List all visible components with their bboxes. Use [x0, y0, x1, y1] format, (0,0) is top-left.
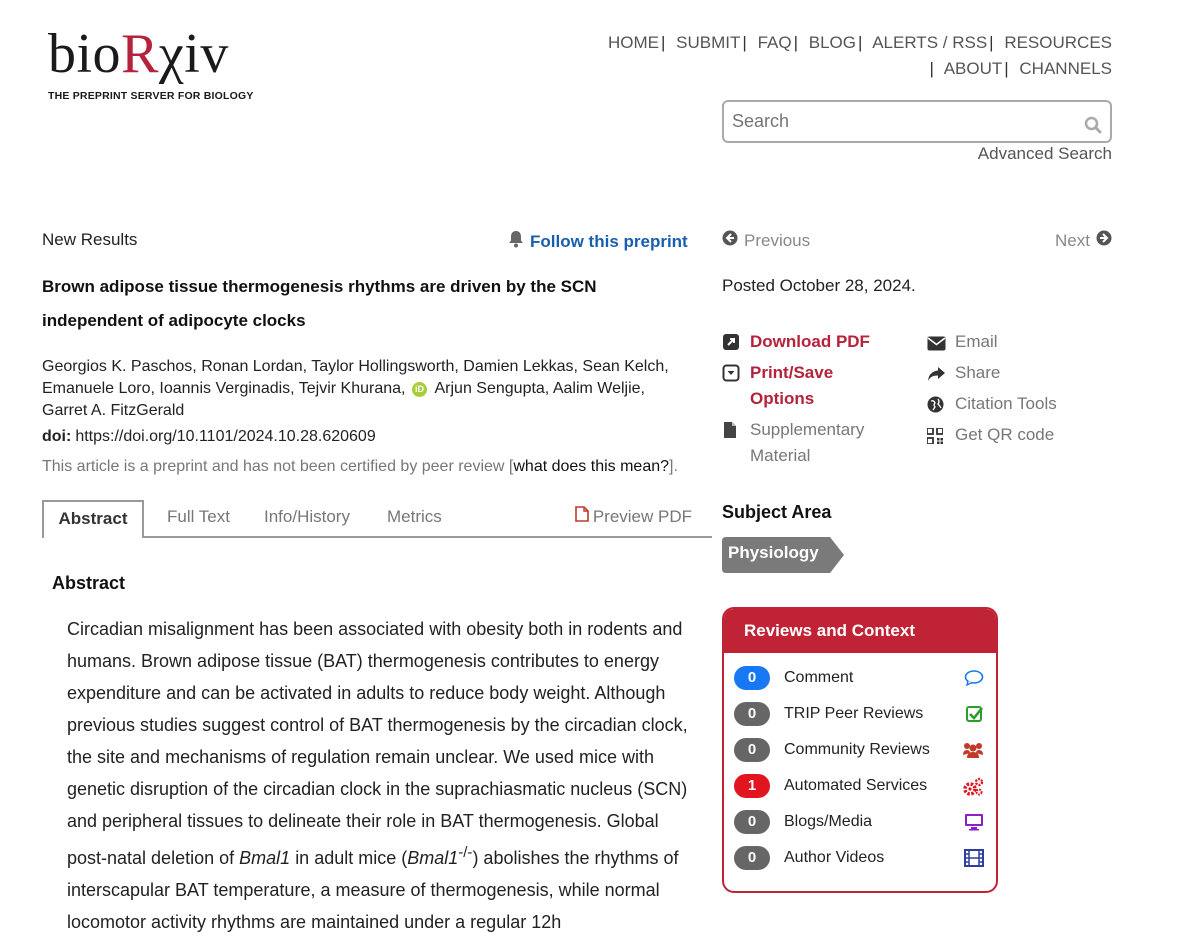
nav-channels[interactable]: CHANNELS — [1019, 59, 1112, 78]
review-row-trip-peer-reviews[interactable] — [734, 701, 984, 727]
qrcode-icon — [927, 422, 947, 452]
follow-label: Follow this preprint — [530, 231, 688, 251]
advanced-search-link[interactable]: Advanced Search — [977, 144, 1112, 163]
review-label: Comment — [784, 669, 854, 686]
download-pdf-link[interactable]: Download PDF — [722, 329, 870, 359]
nav-blog[interactable]: BLOG — [808, 33, 856, 52]
nav-faq[interactable]: FAQ — [757, 33, 792, 52]
preview-pdf-link[interactable] — [575, 500, 692, 534]
what-does-this-mean-link[interactable]: what does this mean? — [513, 458, 670, 475]
share-link[interactable]: Share — [927, 360, 1000, 390]
review-label: Blogs/Media — [784, 813, 873, 830]
peer-review-notice: This article is a preprint and has not been certified by peer review [what does this mean?]. — [42, 458, 678, 475]
doi-link[interactable]: https://doi.org/10.1101/2024.10.28.620609 — [75, 428, 376, 445]
search-box — [722, 100, 1112, 143]
search-icon[interactable] — [1084, 116, 1102, 138]
arrow-right-circle-icon — [1096, 230, 1112, 251]
doi-label: doi: — [42, 428, 72, 445]
email-link[interactable]: Email — [927, 329, 998, 359]
review-row-blogs-media[interactable] — [734, 809, 984, 835]
subject-label: Physiology — [728, 543, 819, 562]
article-title: Brown adipose tissue thermogenesis rhythms are driven by the SCN independent of adipocyte clocks — [42, 277, 597, 330]
search-input[interactable] — [730, 110, 1084, 133]
tab-full-text[interactable]: Full Text — [167, 507, 230, 526]
article-category: New Results — [42, 230, 138, 249]
count-badge: 0 — [734, 738, 770, 762]
logo-tagline: THE PREPRINT SERVER FOR BIOLOGY — [48, 90, 254, 102]
follow-preprint-button[interactable] — [508, 230, 688, 253]
nav-home[interactable]: HOME — [608, 33, 660, 52]
review-row-author-videos[interactable] — [734, 845, 984, 871]
author-list — [42, 356, 692, 422]
authors-text-b[interactable]: Arjun Sengupta, Aalim Weljie, Garret A. FitzGerald — [42, 380, 645, 419]
tab-abstract[interactable]: Abstract — [42, 500, 144, 538]
doi-line — [42, 428, 376, 446]
review-label: TRIP Peer Reviews — [784, 705, 924, 722]
count-badge: 0 — [734, 702, 770, 726]
biorxiv-logo[interactable] — [48, 23, 268, 102]
abstract-heading: Abstract — [52, 573, 126, 593]
review-label: Community Reviews — [784, 741, 930, 758]
get-qr-code-link[interactable]: Get QR code — [927, 422, 1054, 452]
arrow-left-circle-icon — [722, 230, 738, 251]
subject-area-heading: Subject Area — [722, 502, 832, 522]
pdf-file-icon — [575, 500, 589, 534]
count-badge: 1 — [734, 774, 770, 798]
nav-row-2: | ABOUT | CHANNELS — [929, 59, 1112, 78]
bell-icon — [508, 230, 524, 253]
article-tabs — [42, 500, 712, 538]
tab-info-history[interactable]: Info/History — [264, 507, 350, 526]
print-save-options-link[interactable]: Print/Save Options — [722, 360, 882, 412]
review-row-comment[interactable] — [734, 665, 984, 691]
citation-tools-link[interactable]: Citation Tools — [927, 391, 1057, 421]
review-row-community-reviews[interactable] — [734, 737, 984, 763]
file-icon — [722, 417, 742, 469]
abstract-text: Circadian misalignment has been associated with obesity both in rodents and humans. Brown adipose tissue (BAT) thermogenesis contributes to energy expenditure and can be activated in adults to reduce body weight. Although previous studies suggest control of BAT thermogenesis by the circadian clock, the site and mechanisms of regulation remain unclear. We used mice with genetic disruption of the circadian clock in the suprachiasmatic nucleus (SCN) and peripheral tissues to delineate their role in BAT thermogenesis. Global post-natal deletion of Bmal1 in adult mice (Bmal1-/-) abolishes the rhythms of interscapular BAT temperature, a measure of thermogenesis, while normal locomotor activity rhythms are maintained under a regular 12h — [67, 619, 688, 932]
count-badge: 0 — [734, 666, 770, 690]
review-label: Automated Services — [784, 777, 928, 794]
next-label: Next — [1055, 230, 1090, 250]
caret-square-down-icon — [722, 360, 742, 412]
film-icon — [964, 849, 984, 872]
tab-metrics[interactable]: Metrics — [387, 507, 442, 526]
top-nav — [608, 30, 1112, 82]
orcid-icon[interactable]: iD — [412, 382, 427, 397]
envelope-icon — [927, 329, 947, 359]
review-label: Author Videos — [784, 849, 885, 866]
users-icon — [962, 741, 984, 764]
logo-wordmark: bioRχiv — [48, 23, 229, 85]
external-link-icon — [722, 329, 742, 359]
previous-link[interactable] — [722, 230, 810, 251]
check-square-icon — [966, 705, 984, 728]
preview-pdf-label: Preview PDF — [592, 507, 692, 526]
previous-label: Previous — [744, 230, 811, 250]
review-row-automated-services[interactable] — [734, 773, 984, 799]
globe-icon — [927, 391, 947, 421]
nav-row-1: HOME | SUBMIT | FAQ | BLOG | ALERTS / RSS | RESOURCES — [608, 33, 1112, 52]
next-link[interactable] — [1055, 230, 1112, 251]
nav-about[interactable]: ABOUT — [943, 59, 1003, 78]
share-arrow-icon — [927, 360, 947, 390]
reviews-and-context-panel — [722, 607, 998, 893]
reviews-heading: Reviews and Context — [724, 609, 996, 653]
nav-resources[interactable]: RESOURCES — [1004, 33, 1112, 52]
posted-date: Posted October 28, 2024. — [722, 276, 916, 295]
nav-alerts-rss[interactable]: ALERTS / RSS — [872, 33, 988, 52]
gears-icon — [962, 777, 984, 802]
count-badge: 0 — [734, 846, 770, 870]
nav-submit[interactable]: SUBMIT — [676, 33, 741, 52]
comment-icon — [964, 669, 984, 692]
supplementary-material-link[interactable]: Supplementary Material — [722, 417, 882, 469]
authors-text-a[interactable]: Georgios K. Paschos, Ronan Lordan, Taylor Hollingsworth, Damien Lekkas, Sean Kelch, Emanuele Loro, Ioannis Verginadis, Tejvir Khurana, — [42, 358, 669, 397]
count-badge: 0 — [734, 810, 770, 834]
monitor-icon — [964, 813, 984, 836]
